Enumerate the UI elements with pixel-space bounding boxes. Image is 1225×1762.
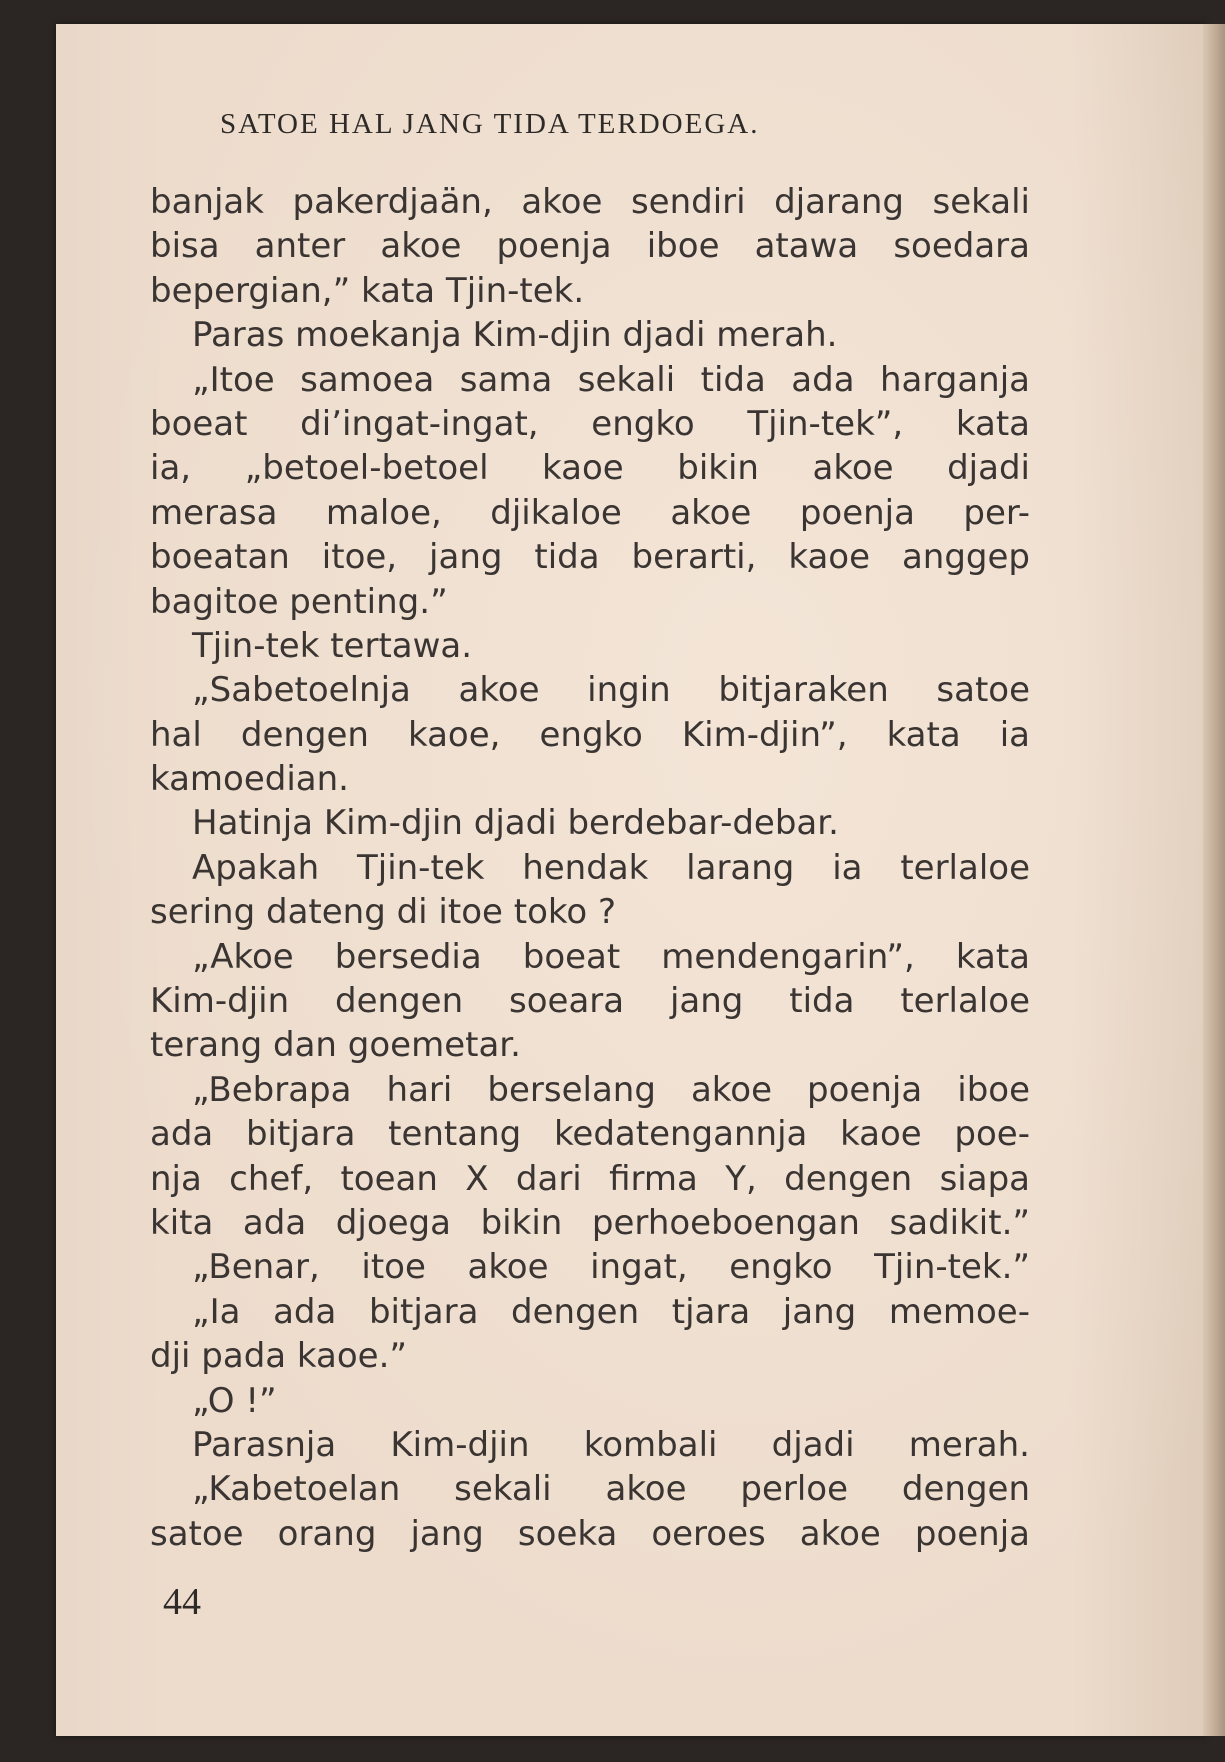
page-edge bbox=[1203, 24, 1225, 1736]
text-line: Parasnja Kim-djin kombali djadi merah. bbox=[192, 1424, 1030, 1465]
text-line: hal dengen kaoe, engko Kim-djin”, kata ia bbox=[150, 714, 1030, 755]
text-line: ada bitjara tentang kedatengannja kaoe poe- bbox=[150, 1114, 1030, 1155]
text-line: Tjin-tek tertawa. bbox=[192, 625, 473, 666]
text-line: ia, „betoel-betoel kaoe bikin akoe djadi bbox=[150, 448, 1030, 489]
text-line: Apakah Tjin-tek hendak larang ia terlaloe bbox=[192, 847, 1030, 888]
text-line: „Ia ada bitjara dengen tjara jang memoe- bbox=[192, 1291, 1030, 1332]
text-line: bepergian,” kata Tjin-tek. bbox=[150, 270, 585, 311]
text-line: terang dan goemetar. bbox=[150, 1025, 521, 1066]
running-title: SATOE HAL JANG TIDA TERDOEGA. bbox=[220, 108, 760, 140]
text-line: boeatan itoe, jang tida berarti, kaoe anggep bbox=[150, 537, 1030, 578]
text-line: kamoedian. bbox=[150, 759, 349, 800]
page-number: 44 bbox=[163, 1581, 201, 1623]
text-line: „Bebrapa hari berselang akoe poenja iboe bbox=[192, 1069, 1030, 1110]
text-line: Hatinja Kim-djin djadi berdebar-debar. bbox=[192, 803, 839, 844]
text-line: Kim-djin dengen soeara jang tida terlaloe bbox=[150, 981, 1030, 1022]
text-line: bagitoe penting.” bbox=[150, 581, 448, 622]
text-line: „Benar, itoe akoe ingat, engko Tjin-tek.” bbox=[192, 1247, 1030, 1288]
text-line: satoe orang jang soeka oeroes akoe poenja bbox=[150, 1513, 1030, 1554]
text-line: dji pada kaoe.” bbox=[150, 1336, 407, 1377]
text-line: „O !” bbox=[192, 1380, 277, 1421]
text-line: sering dateng di itoe toko ? bbox=[150, 892, 617, 933]
text-line: bisa anter akoe poenja iboe atawa soedara bbox=[150, 226, 1030, 267]
text-line: Paras moekanja Kim-djin djadi merah. bbox=[192, 315, 838, 356]
text-line: banjak pakerdjaän, akoe sendiri djarang sekali bbox=[150, 182, 1030, 222]
text-line: „Kabetoelan sekali akoe perloe dengen bbox=[192, 1469, 1030, 1510]
text-line: merasa maloe, djikaloe akoe poenja per- bbox=[150, 492, 1030, 533]
text-line: kita ada djoega bikin perhoeboengan sadikit.” bbox=[150, 1202, 1030, 1243]
body-text bbox=[150, 180, 1030, 1556]
text-line: „Akoe bersedia boeat mendengarin”, kata bbox=[192, 936, 1030, 977]
text-line: boeat di’ingat-ingat, engko Tjin-tek”, kata bbox=[150, 403, 1030, 444]
text-line: nja chef, toean X dari firma Y, dengen siapa bbox=[150, 1158, 1030, 1199]
text-line: „Itoe samoea sama sekali tida ada harganja bbox=[192, 359, 1030, 400]
text-line: „Sabetoelnja akoe ingin bitjaraken satoe bbox=[192, 670, 1030, 711]
